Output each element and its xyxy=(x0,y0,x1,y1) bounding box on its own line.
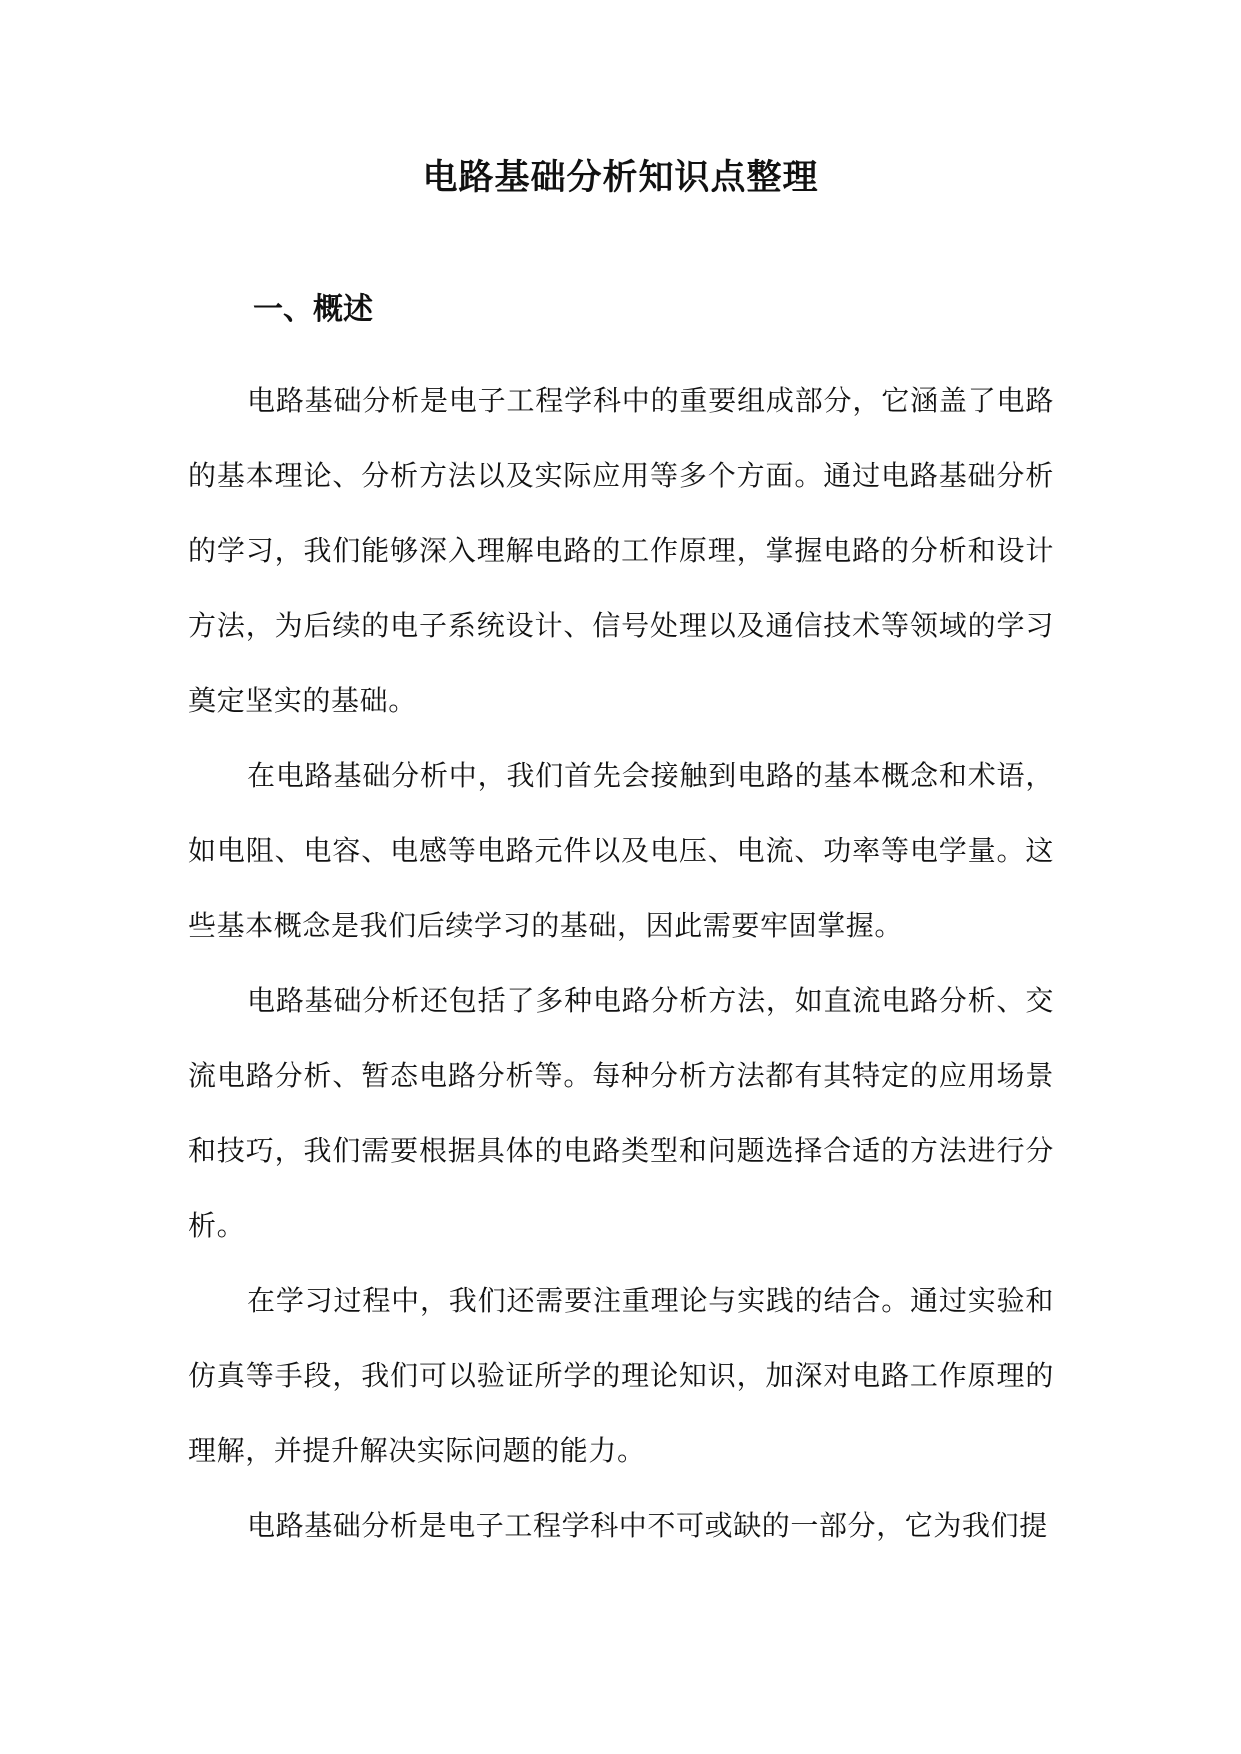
section-heading-overview: 一、概述 xyxy=(253,292,373,327)
paragraph-4: 在学习过程中，我们还需要注重理论与实践的结合。通过实验和仿真等手段，我们可以验证所学的理论知识，加深对电路工作原理的理解，并提升解决实际问题的能力。 xyxy=(188,1284,1054,1467)
paragraph-1: 电路基础分析是电子工程学科中的重要组成部分，它涵盖了电路的基本理论、分析方法以及实际应用等多个方面。通过电路基础分析的学习，我们能够深入理解电路的工作原理，掌握电路的分析和设计方法，为后续的电子系统设计、信号处理以及通信技术等领域的学习奠定坚实的基础。 xyxy=(188,384,1054,717)
paragraph-2: 在电路基础分析中，我们首先会接触到电路的基本概念和术语，如电阻、电容、电感等电路元件以及电压、电流、功率等电学量。这些基本概念是我们后续学习的基础，因此需要牢固掌握。 xyxy=(188,759,1054,942)
paragraph-5: 电路基础分析是电子工程学科中不可或缺的一部分，它为我们提 xyxy=(247,1509,1048,1542)
section-body xyxy=(188,363,1054,1563)
paragraph-3: 电路基础分析还包括了多种电路分析方法，如直流电路分析、交流电路分析、暂态电路分析等。每种分析方法都有其特定的应用场景和技巧，我们需要根据具体的电路类型和问题选择合适的方法进行分析。 xyxy=(188,984,1054,1242)
document-title: 电路基础分析知识点整理 xyxy=(422,157,819,198)
